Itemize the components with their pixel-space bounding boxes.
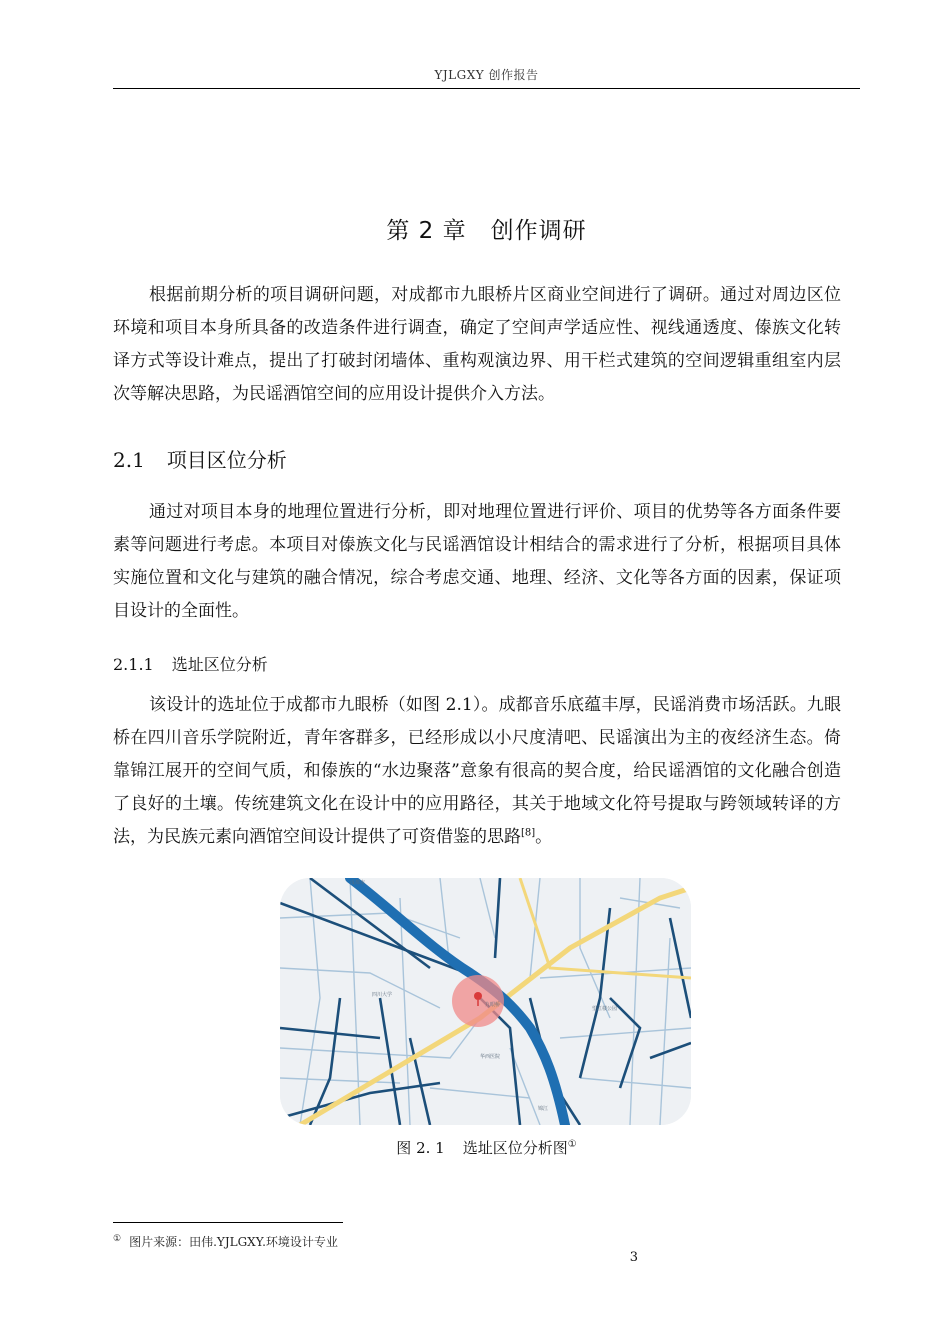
footnote-mark: ① xyxy=(113,1234,122,1244)
location-map xyxy=(280,878,691,1125)
citation-link[interactable]: [8] xyxy=(521,827,536,839)
paragraph-text: 该设计的选址位于成都市九眼桥（如图 2.1）。成都音乐底蕴丰厚，民谣消费市场活跃。九眼桥在四川音乐学院附近，青年客群多，已经形成以小尺度清吧、民谣演出为主的夜经济生态。倚靠锦江展开的空间气质，和傣族的“水边聚落”意象有很高的契合度，给民谣酒馆的文化融合创造了良好的土壤。传统建筑文化在设计中的应用路径，其关于地域文化符号提取与跨领域转译的方法，为民族元素向酒馆空间设计提供了可资借鉴的思路 xyxy=(113,695,841,847)
subsection-title: 选址区位分析 xyxy=(171,655,268,674)
subsection-number: 2.1.1 xyxy=(113,655,154,674)
site-pin-icon xyxy=(474,992,482,1000)
footnote xyxy=(113,1233,338,1250)
figure-caption xyxy=(113,1137,860,1158)
intro-paragraph: 根据前期分析的项目调研问题，对成都市九眼桥片区商业空间进行了调研。通过对周边区位环境和项目本身所具备的改造条件进行调查，确定了空间声学适应性、视线通透度、傣族文化转译方式等设计难点，提出了打破封闭墙体、重构观演边界、用干栏式建筑的空间逻辑重组室内层次等解决思路，为民谣酒馆空间的应用设计提供介入方法。 xyxy=(113,285,841,404)
figure-note-mark[interactable]: ① xyxy=(567,1139,577,1150)
figure-title: 选址区位分析图 xyxy=(462,1139,568,1157)
map-svg xyxy=(280,878,691,1125)
map-label: 九眼桥 xyxy=(485,1002,501,1008)
chapter-title: 第 2 章 创作调研 xyxy=(386,218,587,244)
map-label: 望江楼公园 xyxy=(592,1006,618,1012)
footnote-rule xyxy=(113,1222,343,1223)
section-2-1-paragraph: 通过对项目本身的地理位置进行分析，即对地理位置进行评价、项目的优势等各方面条件要素等问题进行考虑。本项目对傣族文化与民谣酒馆设计相结合的需求进行了分析，根据项目具体实施位置和文化与建筑的融合情况，综合考虑交通、地理、经济、文化等各方面的因素，保证项目设计的全面性。 xyxy=(113,502,841,621)
section-heading-2-1-1 xyxy=(113,652,268,675)
map-label: 四川大学 xyxy=(372,992,393,998)
map-label: 华西医院 xyxy=(480,1054,501,1060)
page-number: 3 xyxy=(629,1250,638,1265)
footnote-text: 图片来源：田伟.YJLGXY.环境设计专业 xyxy=(129,1235,338,1249)
section-number: 2.1 xyxy=(113,448,145,472)
paragraph-end: 。 xyxy=(535,827,553,847)
header-rule xyxy=(113,88,860,89)
figure-number: 图 2. 1 xyxy=(396,1139,445,1157)
map-label: 成都市 xyxy=(350,880,366,886)
section-title: 项目区位分析 xyxy=(166,448,287,472)
section-heading-2-1 xyxy=(113,444,287,473)
running-header: YJLGXY 创作报告 xyxy=(434,68,539,82)
section-2-1-1-paragraph xyxy=(113,689,841,854)
map-label: 锦江 xyxy=(538,1106,549,1112)
